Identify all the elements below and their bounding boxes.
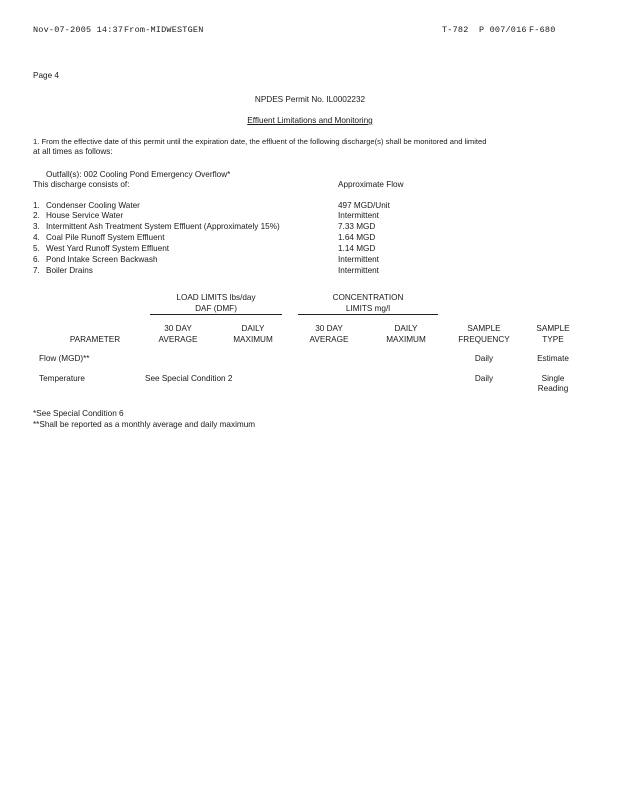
col-sample-type xyxy=(522,324,584,345)
table-row-frequency: Daily xyxy=(474,354,494,363)
table-row-type xyxy=(522,374,584,394)
discharge-flow: Intermittent xyxy=(338,266,379,275)
discharge-name: Boiler Drains xyxy=(46,266,93,275)
discharge-name: Coal Pile Runoff System Effluent xyxy=(46,233,165,242)
group-load-line-2: DAF (DMF) xyxy=(195,303,237,313)
footnote-2: **Shall be reported as a monthly average and daily maximum xyxy=(33,420,256,429)
col-load-30day xyxy=(143,324,213,345)
discharge-flow: 1.14 MGD xyxy=(338,244,376,253)
discharge-flow: Intermittent xyxy=(338,255,379,264)
col-conc-30day-line1: 30 DAY xyxy=(315,324,343,333)
intro-line-1: 1. From the effective date of this permit until the expiration date, the effluent of the following discharge(s) shall be monitored and limited xyxy=(33,137,487,146)
discharge-num: 3. xyxy=(33,222,40,231)
discharge-name: West Yard Runoff System Effluent xyxy=(46,244,170,253)
outfall-label: Outfall(s): 002 Cooling Pond Emergency Overflow* xyxy=(46,170,231,179)
col-sample-frequency xyxy=(446,324,522,345)
col-conc-daily-line2: MAXIMUM xyxy=(386,334,426,344)
table-row-type-line1: Single xyxy=(541,374,565,383)
discharge-flow: 1.64 MGD xyxy=(338,233,376,242)
col-conc-30day xyxy=(294,324,364,345)
table-row-param: Flow (MGD)** xyxy=(39,354,90,363)
intro-line-2: at all times as follows: xyxy=(33,147,113,156)
group-conc-line-2: LIMITS mg/l xyxy=(345,303,391,313)
discharge-flow: 497 MGD/Unit xyxy=(338,201,390,210)
discharge-num: 5. xyxy=(33,244,40,253)
col-type-line2: TYPE xyxy=(542,334,564,344)
col-conc-daily-line1: DAILY xyxy=(394,324,418,333)
flow-header: Approximate Flow xyxy=(338,180,404,189)
group-load-line-1: LOAD LIMITS lbs/day xyxy=(176,293,256,302)
discharge-flow: Intermittent xyxy=(338,211,379,220)
discharge-num: 2. xyxy=(33,211,40,220)
table-row-type-line1: Estimate xyxy=(537,354,569,363)
col-conc-30day-line2: AVERAGE xyxy=(309,334,349,344)
discharge-num: 7. xyxy=(33,266,40,275)
col-load-30day-line2: AVERAGE xyxy=(158,334,198,344)
col-parameter: PARAMETER xyxy=(69,335,121,344)
consists-label: This discharge consists of: xyxy=(33,180,130,189)
fax-code: F-680 xyxy=(529,25,556,35)
footnote-1: *See Special Condition 6 xyxy=(33,409,124,418)
section-title: Effluent Limitations and Monitoring xyxy=(247,116,373,125)
page-label: Page 4 xyxy=(33,71,59,80)
group-conc-rule xyxy=(298,314,438,315)
table-row-param: Temperature xyxy=(39,374,85,383)
col-freq-line2: FREQUENCY xyxy=(458,334,510,344)
col-conc-daily xyxy=(371,324,441,345)
discharge-name: Intermittent Ash Treatment System Effluent (Approximately 15%) xyxy=(46,222,280,231)
discharge-name: Pond Intake Screen Backwash xyxy=(46,255,158,264)
fax-datetime: Nov-07-2005 14:37 xyxy=(33,25,124,35)
group-load-rule xyxy=(150,314,282,315)
col-freq-line1: SAMPLE xyxy=(467,324,501,333)
table-row-limit: See Special Condition 2 xyxy=(145,374,233,383)
col-type-line1: SAMPLE xyxy=(536,324,570,333)
group-conc-line-1: CONCENTRATION xyxy=(332,293,404,302)
col-load-daily xyxy=(218,324,288,345)
discharge-num: 1. xyxy=(33,201,40,210)
discharge-num: 6. xyxy=(33,255,40,264)
discharge-flow: 7.33 MGD xyxy=(338,222,376,231)
discharge-name: House Service Water xyxy=(46,211,124,220)
discharge-num: 4. xyxy=(33,233,40,242)
fax-page-info: P 007/016 xyxy=(479,25,527,35)
table-row-type xyxy=(522,354,584,364)
fax-from: From-MIDWESTGEN xyxy=(124,25,204,35)
group-load-limits xyxy=(150,293,282,314)
col-load-daily-line2: MAXIMUM xyxy=(233,334,273,344)
fax-id: T-782 xyxy=(442,25,469,35)
table-row-type-line2: Reading xyxy=(537,384,569,393)
group-conc-limits xyxy=(298,293,438,314)
discharge-name: Condenser Cooling Water xyxy=(46,201,140,210)
col-load-daily-line1: DAILY xyxy=(241,324,265,333)
permit-title: NPDES Permit No. IL0002232 xyxy=(254,95,366,104)
table-row-frequency: Daily xyxy=(474,374,494,383)
col-load-30day-line1: 30 DAY xyxy=(164,324,192,333)
